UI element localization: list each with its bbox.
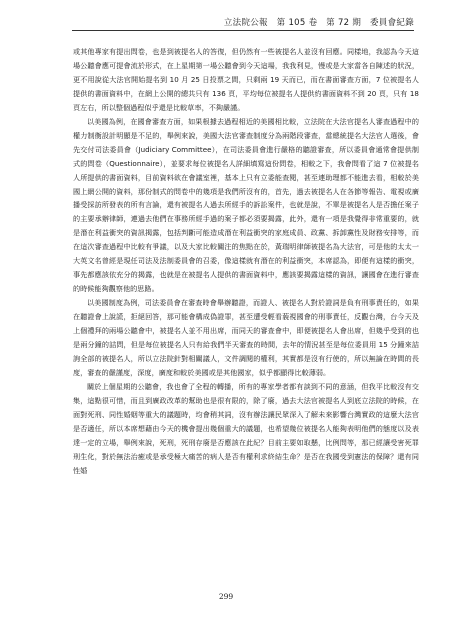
- paragraph: 關於上個星期的公聽會，我也會了全程的轉播，所有的專家學者都有談到不同的意涵，但我平比較沒有交集，這點很可惜，而且到廣政改革的幫助也是很有限的，除了廢，過去大法官被提名人到底立法院的時候，在面對死刑、同性婚姻等重大的議題時，均會稍其詞，沒有辦法讓民眾深入了解未來影響台灣實政的這麼大法官是否適任，所以本席想藉由今天的機會提出幾個重大的議題，也希望幾位被提名人能夠表明他們的態度以及表達一定的立場，舉例來說，死刑，死刑存廢是否應該在此紀？目前主要如取懸，比例問等，那已經讓受害死罪刑生化，對於無法治癒或是承受極大痛苦的病人是否有權利求終結生命？是否在我國受到憲法的保障？還有同性婚: [73, 381, 419, 475]
- header-rule: [72, 30, 414, 31]
- paragraph: 以美國制度為例，司法委員會在審查時會舉辦聽證，而證人、被提名人對於證詞是負有刑事責任的，如果在聽證會上說謊，拒絕回答，那可能會構成偽證罪，甚至遭受輕看藐視國會的刑事責任，反觀台灣，台今天及上個禮拜的兩場公聽會中，被提名人並不用出席，而同天的審查會中，即便被提名人會出席，但幾乎受到的也是兩分鐘的詰問，但是每位被提名人只有給我們半天審查的時間，去年的情況甚至是每位委員用 15 分鐘來詰詢全部的被提名人，所以立法院針對相關議人，文件調閱的權利，其實都是沒有行使的，所以無論在時間的長度，審查的嚴謹度，深度，廣度和較於美國或是其他國家，似乎都顯得比較薄弱。: [73, 298, 419, 377]
- page-number: 299: [218, 592, 234, 601]
- page-header: 立法院公報 第 105 卷 第 72 期 委員會紀錄: [223, 18, 414, 28]
- paragraph: 或其他專家有提出問卷，也是到被提名人的答復，但仍然有一些被提名人並沒有回應。同樣地，我認為今天這場公聽會應可提會流於形式，在上星期第一場公聽會到今天這場，我我利見，慢或是大家當各自陳述的狀況，更不用說從大法官開始提名到 10 月 25 日投票之間，只剩兩 19 天而已，而在書面審查方面，7 位被提名人提供的書面資料中，在網上公開的總共只有 136 頁，平均每位被提名人提供約書面資料不到 20 頁，只有 18 頁左右，所以整個過程似乎還是比較草率，不夠嚴謹。: [73, 47, 419, 112]
- paragraph: 以美國為例，在國會審查方面，如果根據去過程相近的美國相比較，立法院在大法官提名人審查過程中的權力制衡設計明顯是不足的，舉例來說，美國大法官審查制度分為兩階段審查，當總統提名大法官人選後，會先交付司法委員會（Judiciary Committee），在司法委員會進行嚴格的聽證審查，所以委員會通常會提供制式的問卷（Questionnaire），並要求每位被提名人詳細填寫這份問卷，相較之下，我會問看了這 7 位被提名人所提供的書面資料，目前資料欲在會議室裡，基本上只有立委能查閱，甚至連助理都不能進去看，相較於美國上網公開的資料，那份制式的問卷中的幾項是我們所沒有的，首先，過去被提名人在各節等報告、電視或廣播受採訪所發表的所有言論，還有被提名人過去所經手的訴訟案件，也就是說，不單是被提名人是否擔任案子的主要承辦律師，連過去他們在事務所經手過的案子都必須要揭露，此外，還有一項是我覺得非常重要的，就是潛在利益衝突的資訊揭露，包括判斷可能造成潛在利益衝突的家庭成員、政黨、拆卸黨性及財務安排等，而在這次審查過程中比較有爭議，以及大家比較關注的焦點在於，黃瑞明律師被提名為大法官，可是他的太太一大英文名曾經是現任司法及法制委員會的召委，像這樣就有潛在的利益衝突，本席認為，即便有這樣的衝突，事先都應該依充分的揭露，也就是在被提名人提供的書面資料中，應該要揭露這樣的資訊，讓國會在進行審查的時候能夠觀察他的思路。: [73, 116, 419, 294]
- body-text: [73, 45, 419, 478]
